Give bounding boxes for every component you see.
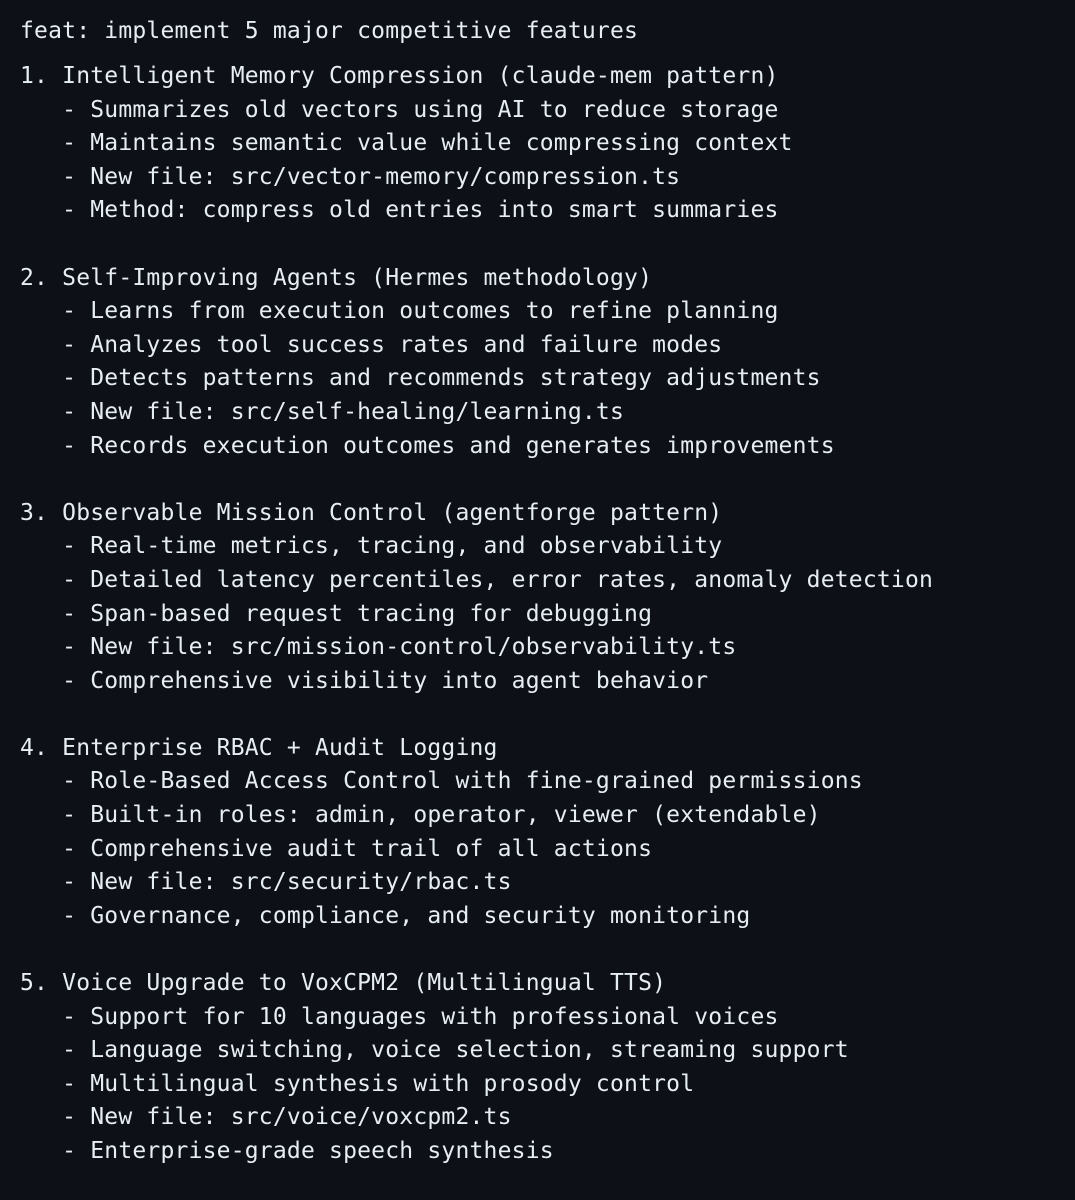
- blank-line: [20, 463, 1075, 497]
- bullet-line: - Summarizes old vectors using AI to reduce storage: [20, 96, 779, 123]
- blank-line: [20, 698, 1075, 732]
- section-1: [20, 60, 1075, 228]
- section-heading: 1. Intelligent Memory Compression (claude-mem pattern): [20, 63, 779, 89]
- blank-line: [20, 228, 1075, 262]
- bullet-line: - Maintains semantic value while compressing context: [20, 130, 793, 157]
- bullet-line: - Multilingual synthesis with prosody control: [20, 1070, 695, 1097]
- bullet-line: - Detailed latency percentiles, error rates, anomaly detection: [20, 566, 934, 593]
- bullet-line: - Real-time metrics, tracing, and observability: [20, 533, 723, 560]
- section-5: [20, 967, 1075, 1169]
- bullet-line: - Role-Based Access Control with fine-grained permissions: [20, 768, 863, 795]
- bullet-line: - Method: compress old entries into smart summaries: [20, 197, 779, 224]
- bullet-line: - New file: src/security/rbac.ts: [20, 869, 512, 896]
- bullet-line: - Analyzes tool success rates and failure modes: [20, 331, 723, 358]
- bullet-line: - Comprehensive audit trail of all actions: [20, 835, 653, 862]
- section-heading: 5. Voice Upgrade to VoxCPM2 (Multilingual TTS): [20, 970, 667, 997]
- bullet-line: - Language switching, voice selection, streaming support: [20, 1037, 849, 1064]
- bullet-line: - New file: src/vector-memory/compression.ts: [20, 163, 681, 190]
- section-4: [20, 732, 1075, 934]
- bullet-line: - Governance, compliance, and security monitoring: [20, 902, 751, 929]
- bullet-line: - Learns from execution outcomes to refine planning: [20, 298, 779, 325]
- bullet-line: - Built-in roles: admin, operator, viewer (extendable): [20, 802, 821, 829]
- commit-title: feat: implement 5 major competitive features: [20, 18, 639, 44]
- bullet-line: - Support for 10 languages with professional voices: [20, 1003, 779, 1030]
- bullet-line: - Span-based request tracing for debugging: [20, 600, 653, 627]
- section-heading: 2. Self-Improving Agents (Hermes methodology): [20, 264, 653, 291]
- bullet-line: - Records execution outcomes and generates improvements: [20, 432, 835, 459]
- section-heading: 3. Observable Mission Control (agentforge pattern): [20, 499, 723, 526]
- blank-line: [20, 933, 1075, 967]
- section-3: [20, 497, 1075, 699]
- bullet-line: - Comprehensive visibility into agent behavior: [20, 667, 709, 694]
- bullet-line: - New file: src/mission-control/observability.ts: [20, 634, 737, 661]
- section-2: [20, 262, 1075, 464]
- section-heading: 4. Enterprise RBAC + Audit Logging: [20, 734, 498, 761]
- bullet-line: - New file: src/self-healing/learning.ts: [20, 398, 625, 425]
- bullet-line: - New file: src/voice/voxcpm2.ts: [20, 1104, 512, 1131]
- bullet-line: - Detects patterns and recommends strategy adjustments: [20, 365, 821, 392]
- bullet-line: - Enterprise-grade speech synthesis: [20, 1138, 554, 1164]
